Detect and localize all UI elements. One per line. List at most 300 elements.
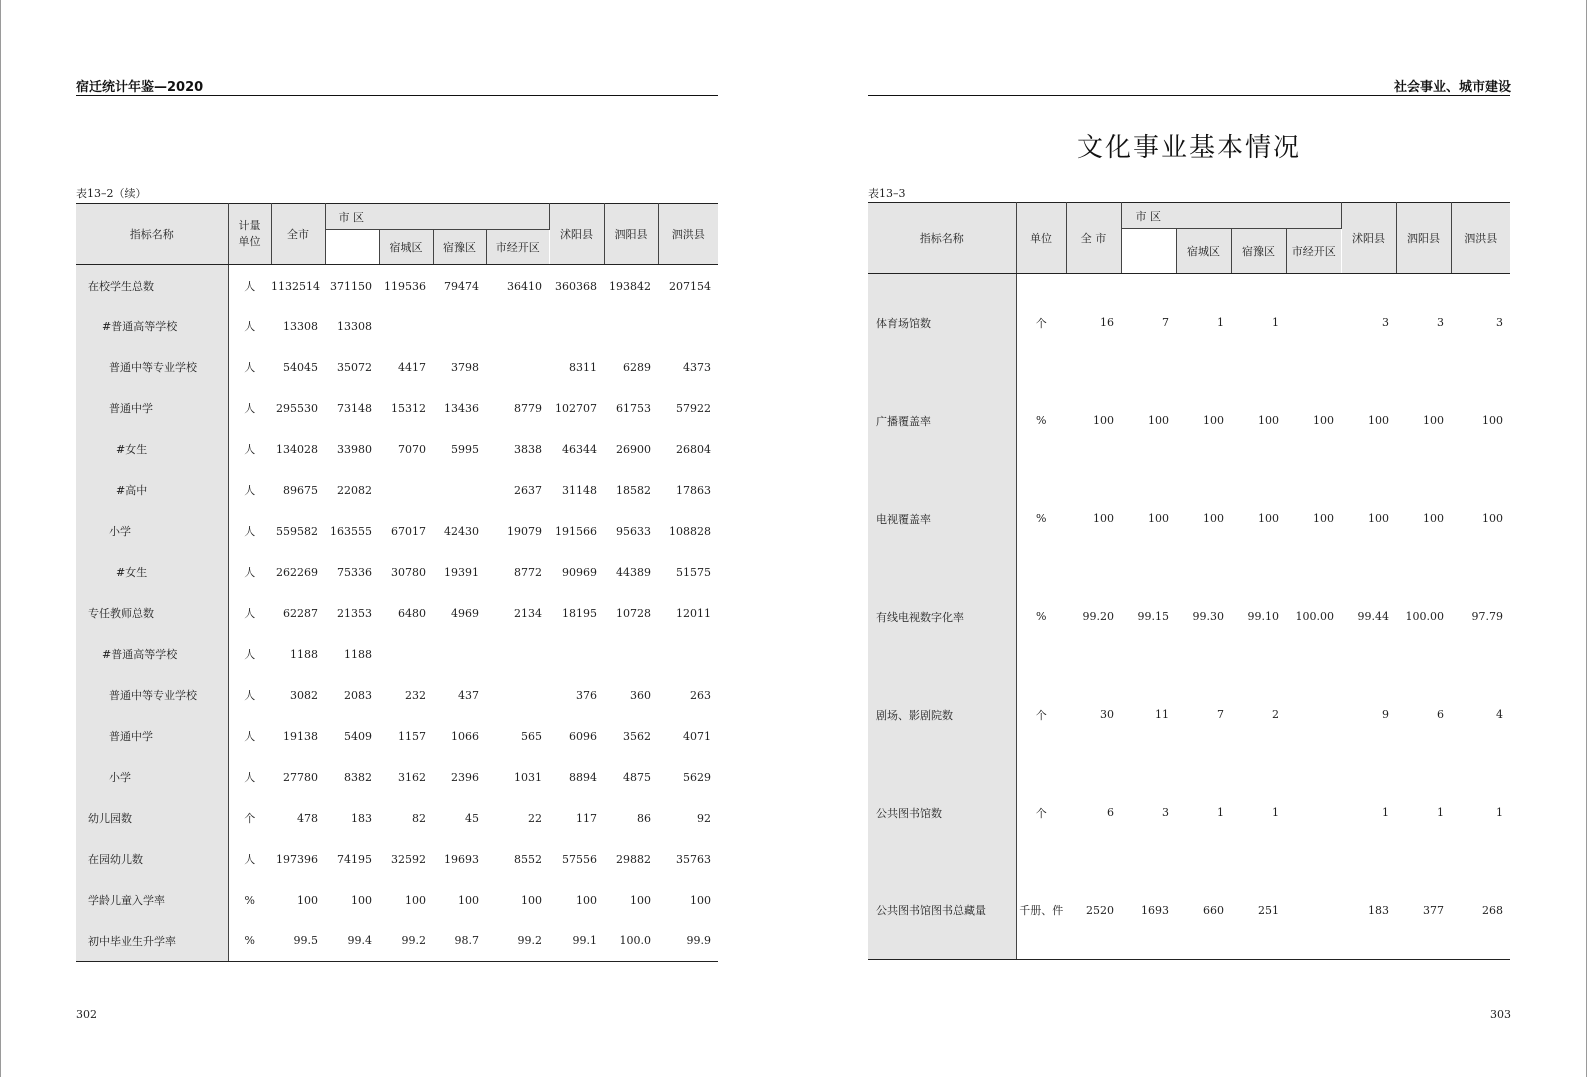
- table-cell: 100: [1482, 414, 1503, 427]
- table-cell: 99.20: [1082, 610, 1114, 623]
- table-cell: 99.4: [325, 921, 379, 962]
- table-cell: 262269: [276, 565, 318, 579]
- col-header-urban-text: 市 区: [1135, 209, 1161, 223]
- row-label: 学龄儿童入学率: [76, 880, 228, 921]
- table-cell: 2083: [344, 688, 372, 702]
- table-cell: [433, 634, 486, 675]
- table-cell: 99.15: [1137, 610, 1169, 623]
- table-cell: 100: [1258, 512, 1279, 525]
- row-unit: 个: [1035, 806, 1047, 820]
- table-cell: 95633: [616, 524, 651, 538]
- table-cell: 18582: [616, 483, 651, 497]
- table-row: [76, 347, 718, 388]
- table-cell: 2134: [514, 606, 542, 620]
- row-unit: 人: [244, 280, 256, 294]
- row-unit: 人: [244, 484, 256, 497]
- table-cell: 197396: [276, 852, 318, 866]
- table-cell: 8894: [569, 770, 597, 784]
- table-cell: 99.2: [379, 921, 433, 962]
- table-cell: 13308: [337, 319, 372, 333]
- row-label: #普通高等学校: [76, 634, 228, 675]
- table-cell: 17863: [676, 483, 711, 497]
- table-cell: 6480: [398, 606, 426, 620]
- table-cell: [379, 470, 433, 511]
- table-row: [76, 675, 718, 716]
- row-label: #高中: [76, 470, 228, 511]
- table-cell: 3798: [451, 360, 479, 374]
- table-cell: 163555: [330, 524, 372, 538]
- table-row: [76, 634, 718, 675]
- table-cell: 3838: [514, 442, 542, 456]
- table-cell: 46344: [562, 442, 597, 456]
- table-cell: 100: [1313, 512, 1334, 525]
- table-cell: 7: [1217, 708, 1224, 721]
- table-cell: 22: [528, 811, 542, 825]
- table-cell: 377: [1396, 862, 1451, 960]
- row-label: 公共图书馆数: [868, 764, 1016, 862]
- table-cell: 9: [1382, 708, 1389, 721]
- row-label: 普通中等专业学校: [76, 347, 228, 388]
- table-cell: 57556: [562, 852, 597, 866]
- page-title: 文化事业基本情况: [1076, 133, 1301, 163]
- education-table: [76, 203, 718, 962]
- table-cell: 2396: [451, 770, 479, 784]
- table-cell: 100: [405, 893, 426, 907]
- table-cell: 82: [412, 811, 426, 825]
- col-header-sucheng: 宿城区: [1176, 229, 1231, 274]
- table-cell: 100: [297, 893, 318, 907]
- table-cell: 565: [521, 729, 542, 743]
- row-unit: 个: [244, 812, 256, 825]
- table-cell: 100.00: [1295, 610, 1334, 623]
- table-row: [868, 666, 1510, 764]
- col-header-shuyang: 沭阳县: [1341, 203, 1396, 274]
- table-cell: 19079: [507, 524, 542, 538]
- table-cell: 3562: [623, 729, 651, 743]
- col-header-unit: 单位: [1016, 203, 1066, 274]
- col-header-sihong: 泗洪县: [658, 204, 718, 265]
- row-unit: 人: [244, 853, 256, 866]
- table-cell: 100: [458, 893, 479, 907]
- table-cell: 100: [521, 893, 542, 907]
- table-cell: 295530: [276, 401, 318, 415]
- col-header-sucheng: 宿城区: [379, 230, 433, 265]
- table-cell: 1188: [344, 647, 372, 661]
- table-cell: 4: [1496, 708, 1503, 721]
- table-cell: 33980: [337, 442, 372, 456]
- left-page-number: 302: [76, 1008, 97, 1021]
- table-cell: 191566: [555, 524, 597, 538]
- table-cell: 3: [1496, 316, 1503, 330]
- table-cell: 268: [1451, 862, 1510, 960]
- table-cell: 100: [1368, 414, 1389, 427]
- table-cell: 8382: [344, 770, 372, 784]
- row-unit: 千册、件: [1016, 862, 1066, 960]
- table-row: [76, 265, 718, 306]
- table-row: [76, 839, 718, 880]
- table-row: [868, 372, 1510, 470]
- col-header-siyang: 泗阳县: [604, 204, 658, 265]
- table-row: [76, 511, 718, 552]
- table-cell: 18195: [562, 606, 597, 620]
- table-row: [76, 716, 718, 757]
- table-cell: 1: [1496, 806, 1503, 819]
- table-cell: 36410: [507, 279, 542, 293]
- row-label: 专任教师总数: [76, 593, 228, 634]
- table-cell: 74195: [337, 852, 372, 866]
- table-cell: 6: [1437, 708, 1444, 721]
- table-cell: 360: [630, 688, 651, 702]
- table-cell: 54045: [283, 360, 318, 374]
- table-cell: 1: [1272, 316, 1279, 330]
- table-cell: 100: [690, 893, 711, 907]
- table-cell: 1693: [1121, 862, 1176, 960]
- col-header-suyu: 宿豫区: [433, 230, 486, 265]
- col-header-siyang: 泗阳县: [1396, 203, 1451, 274]
- table-cell: 559582: [276, 524, 318, 538]
- table-row: [76, 388, 718, 429]
- table-cell: 98.7: [433, 921, 486, 962]
- row-label: 幼儿园数: [76, 798, 228, 839]
- row-label: #普通高等学校: [76, 306, 228, 347]
- table-row: [868, 274, 1510, 372]
- row-unit: 人: [244, 525, 256, 538]
- table-cell: 79474: [444, 279, 479, 293]
- table-row: [868, 764, 1510, 862]
- table-cell: [549, 634, 604, 675]
- row-label: 普通中等专业学校: [76, 675, 228, 716]
- table-cell: 100: [576, 893, 597, 907]
- right-page-number: 303: [1490, 1008, 1511, 1021]
- row-unit: %: [1036, 512, 1047, 525]
- table-cell: 100: [351, 893, 372, 907]
- table-cell: 660: [1176, 862, 1231, 960]
- table-cell: 1: [1217, 316, 1224, 330]
- table-cell: 11: [1155, 708, 1169, 721]
- table-cell: [658, 306, 718, 347]
- table-cell: 117: [576, 811, 597, 825]
- table-cell: 75336: [337, 565, 372, 579]
- col-header-jingkai: 市经开区: [1286, 229, 1341, 274]
- col-header-urban-text: 市 区: [338, 210, 364, 224]
- table-cell: 7: [1162, 316, 1169, 330]
- left-header-rule: [76, 95, 718, 96]
- table-cell: [549, 306, 604, 347]
- table-cell: 4071: [683, 729, 711, 743]
- table-cell: 99.44: [1357, 610, 1389, 623]
- table-cell: 22082: [337, 483, 372, 497]
- table-cell: [379, 306, 433, 347]
- table-cell: 8311: [569, 360, 597, 374]
- table-cell: 3162: [398, 770, 426, 784]
- table-cell: 1: [1382, 806, 1389, 819]
- table-cell: 26804: [676, 442, 711, 456]
- row-label: 有线电视数字化率: [868, 568, 1016, 666]
- table-cell: 100: [630, 893, 651, 907]
- row-unit: 人: [244, 566, 256, 579]
- row-unit: 个: [1035, 316, 1047, 330]
- table-cell: 3: [1437, 316, 1444, 330]
- table-cell: 4417: [398, 360, 426, 374]
- table-cell: 7070: [398, 442, 426, 456]
- right-header-rule: [868, 95, 1510, 96]
- row-label: 普通中学: [76, 716, 228, 757]
- table-cell: 232: [405, 688, 426, 702]
- table-cell: 100: [1258, 414, 1279, 427]
- table-cell: 371150: [330, 279, 372, 293]
- table-cell: 360368: [555, 279, 597, 293]
- table-row: [76, 921, 718, 962]
- table-cell: 4373: [683, 360, 711, 374]
- col-header-unit: [228, 204, 271, 265]
- table-cell: 67017: [391, 524, 426, 538]
- row-label: 初中毕业生升学率: [76, 921, 228, 962]
- table-cell: 108828: [669, 524, 711, 538]
- table-cell: 119536: [384, 279, 426, 293]
- table-cell: 8779: [514, 401, 542, 415]
- table-cell: 89675: [283, 483, 318, 497]
- table-cell: 99.5: [271, 921, 325, 962]
- table-cell: 2: [1272, 708, 1279, 721]
- table-cell: 15312: [391, 401, 426, 415]
- row-label: 小学: [76, 757, 228, 798]
- table-row: [76, 552, 718, 593]
- table-cell: 100: [1313, 414, 1334, 427]
- table-cell: 1157: [398, 729, 426, 743]
- table-cell: 8552: [514, 852, 542, 866]
- row-label: 电视覆盖率: [868, 470, 1016, 568]
- culture-table: [868, 202, 1510, 960]
- table-cell: 1066: [451, 729, 479, 743]
- row-unit: %: [244, 893, 255, 907]
- table-cell: 99.30: [1192, 610, 1224, 623]
- table-cell: 100: [1423, 512, 1444, 525]
- col-header-urban: [325, 204, 549, 230]
- table-cell: 100: [1093, 512, 1114, 525]
- table-cell: 1: [1272, 806, 1279, 819]
- table-cell: 1: [1437, 806, 1444, 819]
- table-cell: [433, 470, 486, 511]
- table-cell: [379, 634, 433, 675]
- table-cell: 100: [1148, 512, 1169, 525]
- table-cell: 62287: [283, 606, 318, 620]
- table-cell: 30: [1100, 708, 1114, 721]
- row-unit: 人: [244, 689, 256, 702]
- table-cell: 183: [1341, 862, 1396, 960]
- table-cell: 251: [1231, 862, 1286, 960]
- table-cell: 73148: [337, 401, 372, 415]
- table-cell: 134028: [276, 442, 318, 456]
- table-cell: 99.10: [1247, 610, 1279, 623]
- table-cell: 100: [1203, 414, 1224, 427]
- row-unit: 人: [244, 607, 256, 620]
- table-cell: 100.0: [604, 921, 658, 962]
- table-cell: 29882: [616, 852, 651, 866]
- row-label: #女生: [76, 429, 228, 470]
- row-label: 在校学生总数: [76, 265, 228, 306]
- row-label: 小学: [76, 511, 228, 552]
- row-label: 剧场、影剧院数: [868, 666, 1016, 764]
- row-unit: 人: [244, 771, 256, 784]
- row-unit: 人: [244, 443, 256, 456]
- table-cell: 100: [1423, 414, 1444, 427]
- table-cell: 5409: [344, 729, 372, 743]
- table-cell: 100: [1368, 512, 1389, 525]
- table-cell: 86: [637, 811, 651, 825]
- table-row: [76, 429, 718, 470]
- row-unit: %: [1036, 610, 1047, 623]
- table-cell: [486, 306, 549, 347]
- table-cell: 5629: [683, 770, 711, 784]
- table-cell: 35072: [337, 360, 372, 374]
- table-cell: 8772: [514, 565, 542, 579]
- table-cell: 437: [458, 688, 479, 702]
- row-unit: 人: [244, 361, 256, 374]
- table-cell: 19693: [444, 852, 479, 866]
- table-cell: 100: [1482, 512, 1503, 525]
- table-cell: 16: [1100, 316, 1114, 330]
- table-cell: 1031: [514, 770, 542, 784]
- table-cell: 97.79: [1471, 610, 1503, 623]
- table-cell: 1132514: [271, 279, 320, 293]
- col-header-blank: [325, 230, 379, 265]
- row-unit: 人: [244, 730, 256, 743]
- table-cell: [486, 634, 549, 675]
- col-header-city: 全市: [271, 204, 325, 265]
- table-row: [76, 306, 718, 347]
- table-cell: 1: [1217, 806, 1224, 819]
- table-cell: 2637: [514, 483, 542, 497]
- table-cell: 6: [1107, 806, 1114, 819]
- col-header-sihong: 泗洪县: [1451, 203, 1510, 274]
- row-label: 体育场馆数: [868, 274, 1016, 372]
- col-header-suyu: 宿豫区: [1231, 229, 1286, 274]
- table-cell: 42430: [444, 524, 479, 538]
- row-label: 在园幼儿数: [76, 839, 228, 880]
- table-row: [868, 568, 1510, 666]
- table-cell: [486, 347, 549, 388]
- col-header-shuyang: 沭阳县: [549, 204, 604, 265]
- table-cell: 2520: [1066, 862, 1121, 960]
- table-cell: 13436: [444, 401, 479, 415]
- table-cell: 478: [297, 811, 318, 825]
- table-cell: 10728: [616, 606, 651, 620]
- row-unit: 人: [244, 320, 256, 333]
- row-unit: 人: [244, 648, 256, 661]
- table-cell: 99.9: [658, 921, 718, 962]
- table-cell: 13308: [283, 319, 318, 333]
- table-cell: 100: [1203, 512, 1224, 525]
- table-cell: 12011: [676, 606, 711, 620]
- table-row: [868, 470, 1510, 568]
- table-cell: 6289: [623, 360, 651, 374]
- table-cell: 31148: [562, 483, 597, 497]
- row-label: 广播覆盖率: [868, 372, 1016, 470]
- row-unit: %: [1036, 414, 1047, 427]
- table-row: [76, 470, 718, 511]
- table-cell: 26900: [616, 442, 651, 456]
- table-cell: 61753: [616, 401, 651, 415]
- table-cell: 5995: [451, 442, 479, 456]
- table-cell: 90969: [562, 565, 597, 579]
- table-cell: 21353: [337, 606, 372, 620]
- table-cell: 19391: [444, 565, 479, 579]
- row-label: 公共图书馆图书总藏量: [868, 862, 1016, 960]
- table-cell: 1188: [290, 647, 318, 661]
- table-cell: [433, 306, 486, 347]
- table-cell: 207154: [669, 279, 711, 293]
- table-cell: 35763: [676, 852, 711, 866]
- table-cell: [1286, 862, 1341, 960]
- table-cell: 100.00: [1405, 610, 1444, 623]
- col-header-name: 指标名称: [868, 203, 1016, 274]
- table-cell: 100: [1148, 414, 1169, 427]
- table-cell: 3: [1382, 316, 1389, 330]
- table-row: [76, 798, 718, 839]
- table-cell: [604, 634, 658, 675]
- table-cell: 44389: [616, 565, 651, 579]
- table-cell: 19138: [283, 729, 318, 743]
- col-header-jingkai: 市经开区: [486, 230, 549, 265]
- col-header-urban: [1121, 203, 1341, 229]
- table-cell: 183: [351, 811, 372, 825]
- table-cell: 6096: [569, 729, 597, 743]
- table-cell: 3082: [290, 688, 318, 702]
- table-row: [868, 862, 1510, 960]
- table-cell: 4969: [451, 606, 479, 620]
- row-unit: %: [228, 921, 271, 962]
- table-cell: 99.1: [549, 921, 604, 962]
- row-label: #女生: [76, 552, 228, 593]
- right-table-label: 表13–3: [868, 187, 906, 200]
- table-cell: 376: [576, 688, 597, 702]
- table-cell: 4875: [623, 770, 651, 784]
- row-unit: 人: [244, 402, 256, 415]
- table-cell: [1286, 764, 1341, 862]
- table-row: [76, 757, 718, 798]
- col-header-name: 指标名称: [76, 204, 228, 265]
- left-table-label: 表13–2（续）: [76, 187, 147, 200]
- table-cell: [604, 306, 658, 347]
- table-row: [76, 880, 718, 921]
- table-cell: 92: [697, 811, 711, 825]
- table-cell: 102707: [555, 401, 597, 415]
- col-header-blank: [1121, 229, 1176, 274]
- table-cell: 51575: [676, 565, 711, 579]
- table-cell: 45: [465, 811, 479, 825]
- col-header-unit-text: 计量单位: [238, 219, 261, 248]
- row-label: 普通中学: [76, 388, 228, 429]
- col-header-city: 全 市: [1066, 203, 1121, 274]
- table-cell: 27780: [283, 770, 318, 784]
- table-cell: 30780: [391, 565, 426, 579]
- table-cell: 32592: [391, 852, 426, 866]
- table-cell: 193842: [609, 279, 651, 293]
- table-cell: [1286, 666, 1341, 764]
- row-unit: 个: [1035, 708, 1047, 722]
- table-cell: 57922: [676, 401, 711, 415]
- table-cell: [1286, 274, 1341, 372]
- table-cell: 3: [1162, 806, 1169, 819]
- table-cell: [658, 634, 718, 675]
- right-running-header: 社会事业、城市建设: [1393, 80, 1511, 95]
- table-cell: 99.2: [486, 921, 549, 962]
- table-cell: [486, 675, 549, 716]
- left-running-header: 宿迁统计年鉴—2020: [76, 80, 204, 95]
- table-cell: 100: [1093, 414, 1114, 427]
- table-row: [76, 593, 718, 634]
- table-cell: 263: [690, 688, 711, 702]
